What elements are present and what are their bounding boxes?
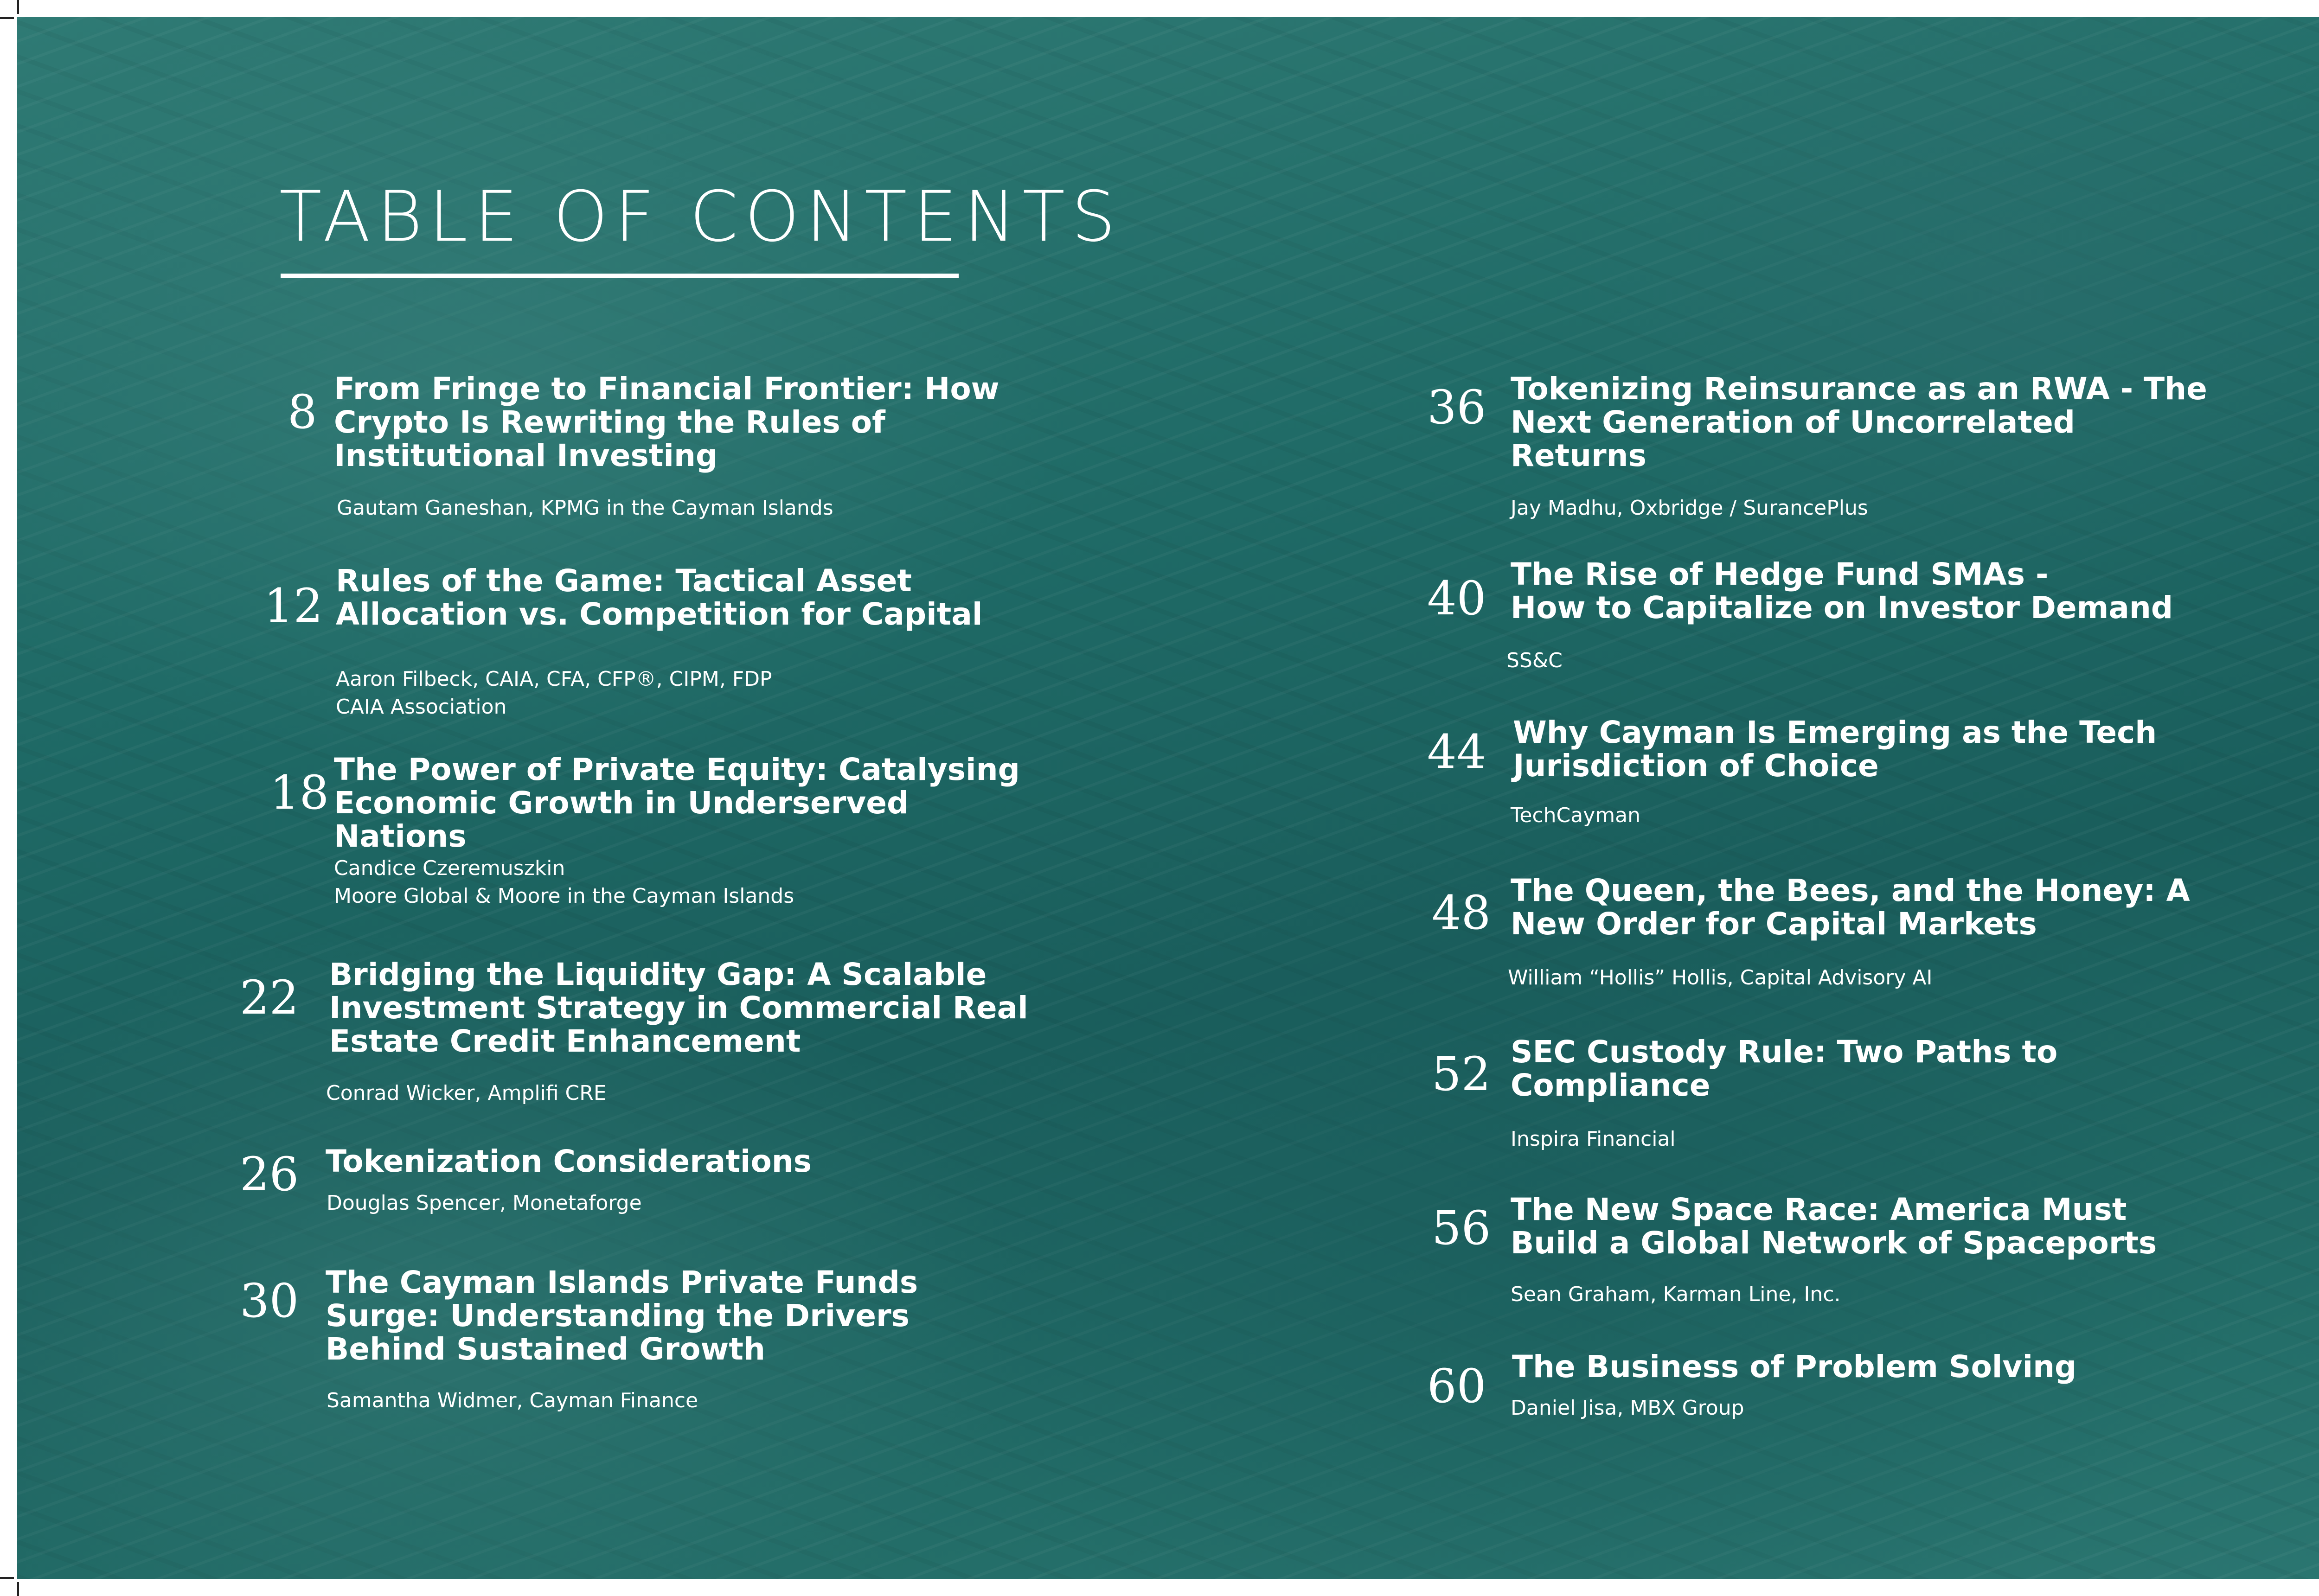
magazine-spread (17, 17, 2319, 1579)
article-title[interactable] (336, 564, 983, 631)
author-line: William “Hollis” Hollis, Capital Advisory AI (1508, 966, 1933, 990)
title-line: The New Space Race: America Must (1511, 1192, 2127, 1227)
author-line: Moore Global & Moore in the Cayman Islands (334, 884, 794, 908)
author-line: Conrad Wicker, Amplifi CRE (326, 1081, 607, 1105)
page-number: 52 (1432, 1047, 1491, 1101)
page-number: 48 (1432, 886, 1491, 940)
article-title[interactable] (334, 372, 999, 472)
title-line: Nations (334, 818, 467, 854)
page-title: TABLE OF CONTENTS (279, 177, 1122, 257)
crop-mark (17, 1582, 19, 1596)
article-author (337, 494, 833, 522)
article-author (1506, 647, 1563, 675)
title-line: From Fringe to Financial Frontier: How (334, 371, 999, 407)
title-line: Returns (1511, 438, 1646, 473)
article-title[interactable] (326, 1266, 918, 1366)
title-line: Why Cayman Is Emerging as the Tech (1513, 715, 2157, 750)
article-author (327, 1189, 642, 1217)
article-title[interactable] (1511, 1035, 2057, 1102)
article-author (1511, 1125, 1676, 1153)
author-line: Gautam Ganeshan, KPMG in the Cayman Islands (337, 496, 833, 520)
title-line: Economic Growth in Underserved (334, 785, 909, 821)
page-number: 26 (240, 1147, 299, 1201)
title-line: New Order for Capital Markets (1511, 906, 2037, 942)
page-number: 40 (1427, 571, 1486, 626)
article-title[interactable] (1511, 1193, 2157, 1260)
page-number: 8 (288, 385, 317, 439)
title-line: The Business of Problem Solving (1512, 1349, 2077, 1385)
title-line: Allocation vs. Competition for Capital (336, 596, 983, 632)
article-author (1511, 1394, 1744, 1422)
crop-mark (17, 0, 19, 14)
title-line: The Power of Private Equity: Catalysing (334, 752, 1020, 787)
article-title[interactable] (334, 753, 1020, 853)
article-title[interactable] (1511, 558, 2173, 625)
page-number: 56 (1432, 1201, 1491, 1255)
author-line: Aaron Filbeck, CAIA, CFA, CFP®, CIPM, FDP (336, 667, 772, 691)
title-line: Behind Sustained Growth (326, 1331, 765, 1367)
author-line: TechCayman (1511, 804, 1640, 827)
author-line: Daniel Jisa, MBX Group (1511, 1396, 1744, 1420)
article-title[interactable] (1512, 1350, 2076, 1384)
article-title[interactable] (1511, 372, 2207, 472)
article-author (1511, 1281, 1840, 1309)
page-number: 18 (270, 766, 329, 820)
author-line: Jay Madhu, Oxbridge / SurancePlus (1511, 496, 1868, 520)
article-author (334, 855, 794, 910)
page-number: 44 (1427, 725, 1486, 779)
article-author (327, 1387, 698, 1415)
author-line: Douglas Spencer, Monetaforge (327, 1191, 642, 1215)
title-line: Rules of the Game: Tactical Asset (336, 563, 912, 599)
author-line: Inspira Financial (1511, 1127, 1676, 1151)
page-number: 12 (264, 579, 323, 633)
title-line: Next Generation of Uncorrelated (1511, 404, 2076, 440)
title-line: Jurisdiction of Choice (1513, 748, 1879, 784)
article-title[interactable] (326, 1145, 812, 1178)
title-line: The Rise of Hedge Fund SMAs - (1511, 556, 2049, 592)
title-line: Institutional Investing (334, 438, 718, 473)
author-line: SS&C (1506, 649, 1563, 672)
article-author (1511, 802, 1640, 830)
article-title[interactable] (1511, 874, 2190, 941)
title-line: How to Capitalize on Investor Demand (1511, 590, 2173, 626)
article-author (336, 665, 772, 721)
page-number: 30 (240, 1274, 299, 1328)
title-line: The Queen, the Bees, and the Honey: A (1511, 873, 2190, 908)
title-line: Estate Credit Enhancement (329, 1023, 801, 1059)
title-underline (281, 274, 959, 278)
article-author (326, 1079, 607, 1107)
title-line: Surge: Understanding the Drivers (326, 1298, 910, 1334)
crop-mark (0, 1577, 14, 1579)
title-line: Crypto Is Rewriting the Rules of (334, 404, 885, 440)
title-line: Investment Strategy in Commercial Real (329, 990, 1028, 1026)
page-number: 22 (240, 970, 299, 1025)
title-line: The Cayman Islands Private Funds (326, 1264, 918, 1300)
author-line: Sean Graham, Karman Line, Inc. (1511, 1283, 1841, 1306)
title-line: Tokenization Considerations (326, 1143, 812, 1179)
crop-mark (0, 17, 14, 19)
title-line: Compliance (1511, 1067, 1710, 1103)
article-title[interactable] (329, 958, 1028, 1058)
article-author (1508, 964, 1932, 992)
title-line: SEC Custody Rule: Two Paths to (1511, 1034, 2058, 1070)
author-line: Samantha Widmer, Cayman Finance (327, 1389, 698, 1412)
title-line: Bridging the Liquidity Gap: A Scalable (329, 957, 987, 992)
page-number: 60 (1427, 1359, 1486, 1413)
article-title[interactable] (1513, 716, 2157, 783)
author-line: Candice Czeremuszkin (334, 856, 565, 880)
author-line: CAIA Association (336, 695, 507, 719)
page-number: 36 (1427, 380, 1486, 434)
title-line: Build a Global Network of Spaceports (1511, 1225, 2157, 1261)
title-line: Tokenizing Reinsurance as an RWA - The (1511, 371, 2207, 407)
article-author (1511, 494, 1868, 522)
